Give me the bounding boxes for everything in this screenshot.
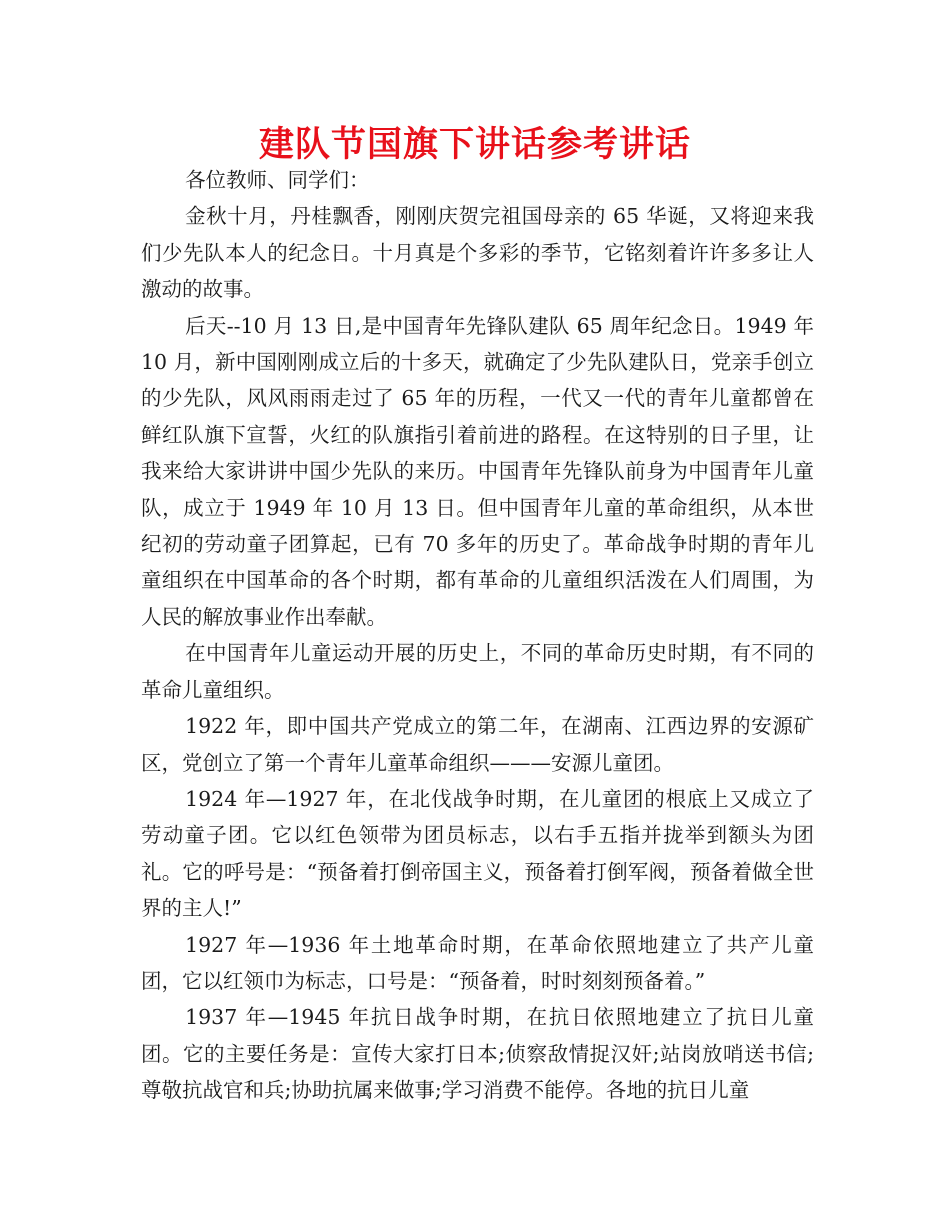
body-paragraph: 后天--10 月 13 日,是中国青年先锋队建队 65 周年纪念日。1949 年 10 月，新中国刚刚成立后的十多天，就确定了少先队建队日，党亲手创立的少先队，风风雨雨走过了 65 年的历程，一代又一代的青年儿童都曾在鲜红队旗下宣誓，火红的队旗指引着前进的路程。在这特别的日子里，让我来给大家讲讲中国少先队的来历。中国青年先锋队前身为中国青年儿童队，成立于 1949 年 10 月 13 日。但中国青年儿童的革命组织，从本世纪初的劳动童子团算起，已有 70 多年的历史了。革命战争时期的青年儿童组织在中国革命的各个时期，都有革命的儿童组织活泼在人们周围，为人民的解放事业作出奉献。: [141, 313, 814, 629]
document-title: 建队节国旗下讲话参考讲话: [258, 125, 691, 165]
body-paragraph: 1927 年—1936 年土地革命时期，在革命依照地建立了共产儿童团，它以红领巾为标志，口号是：“预备着，时时刻刻预备着。”: [141, 932, 814, 993]
body-paragraph: 1924 年—1927 年，在北伐战争时期，在儿童团的根底上又成立了劳动童子团。它以红色领带为团员标志，以右手五指并拢举到额头为团礼。它的呼号是：“预备着打倒帝国主义，预备着打倒军阀，预备着做全世界的主人!”: [141, 786, 814, 921]
body-paragraph: 金秋十月，丹桂飘香，刚刚庆贺完祖国母亲的 65 华诞，又将迎来我们少先队本人的纪念日。十月真是个多彩的季节，它铭刻着许许多多让人激动的故事。: [141, 204, 814, 302]
body-paragraph: 在中国青年儿童运动开展的历史上，不同的革命历史时期，有不同的革命儿童组织。: [141, 641, 814, 702]
document-body: [141, 162, 814, 1109]
body-paragraph: 1937 年—1945 年抗日战争时期，在抗日依照地建立了抗日儿童团。它的主要任务是：宣传大家打日本;侦察敌情捉汉奸;站岗放哨送书信;尊敬抗战官和兵;协助抗属来做事;学习消费不能停。各地的抗日儿童: [141, 1005, 814, 1103]
greeting-paragraph: 各位教师、同学们：: [185, 168, 370, 192]
body-paragraph: 1922 年，即中国共产党成立的第二年，在湖南、江西边界的安源矿区，党创立了第一个青年儿童革命组织———安源儿童团。: [141, 714, 814, 775]
